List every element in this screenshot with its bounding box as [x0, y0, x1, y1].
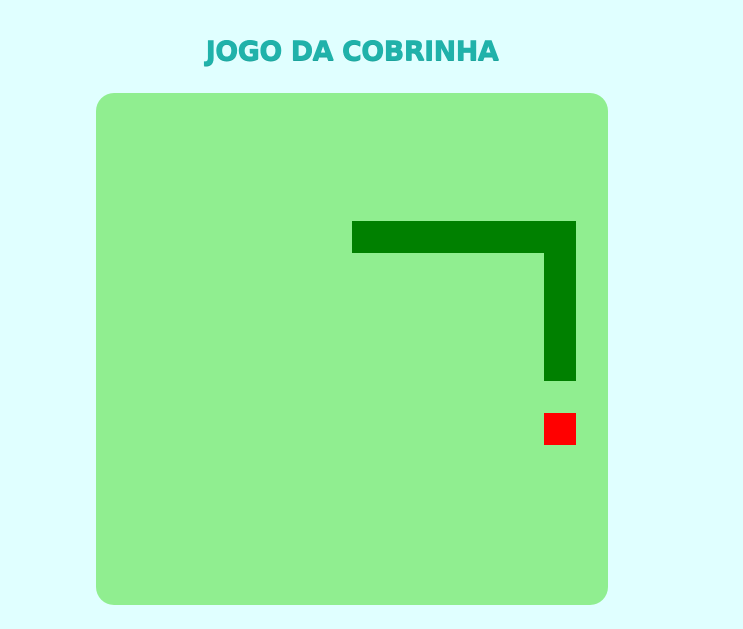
snake-segment: [448, 221, 480, 253]
snake-segment: [384, 221, 416, 253]
snake-segment: [352, 221, 384, 253]
snake-segment: [544, 285, 576, 317]
snake-segment: [416, 221, 448, 253]
snake-segment: [544, 317, 576, 349]
snake-segment: [544, 221, 576, 253]
snake-segment: [512, 221, 544, 253]
snake-head: [544, 349, 576, 381]
game-title: JOGO DA COBRINHA: [205, 36, 499, 67]
snake-segment: [544, 253, 576, 285]
snake-segment: [480, 221, 512, 253]
game-board[interactable]: [96, 93, 608, 605]
food-item: [544, 413, 576, 445]
